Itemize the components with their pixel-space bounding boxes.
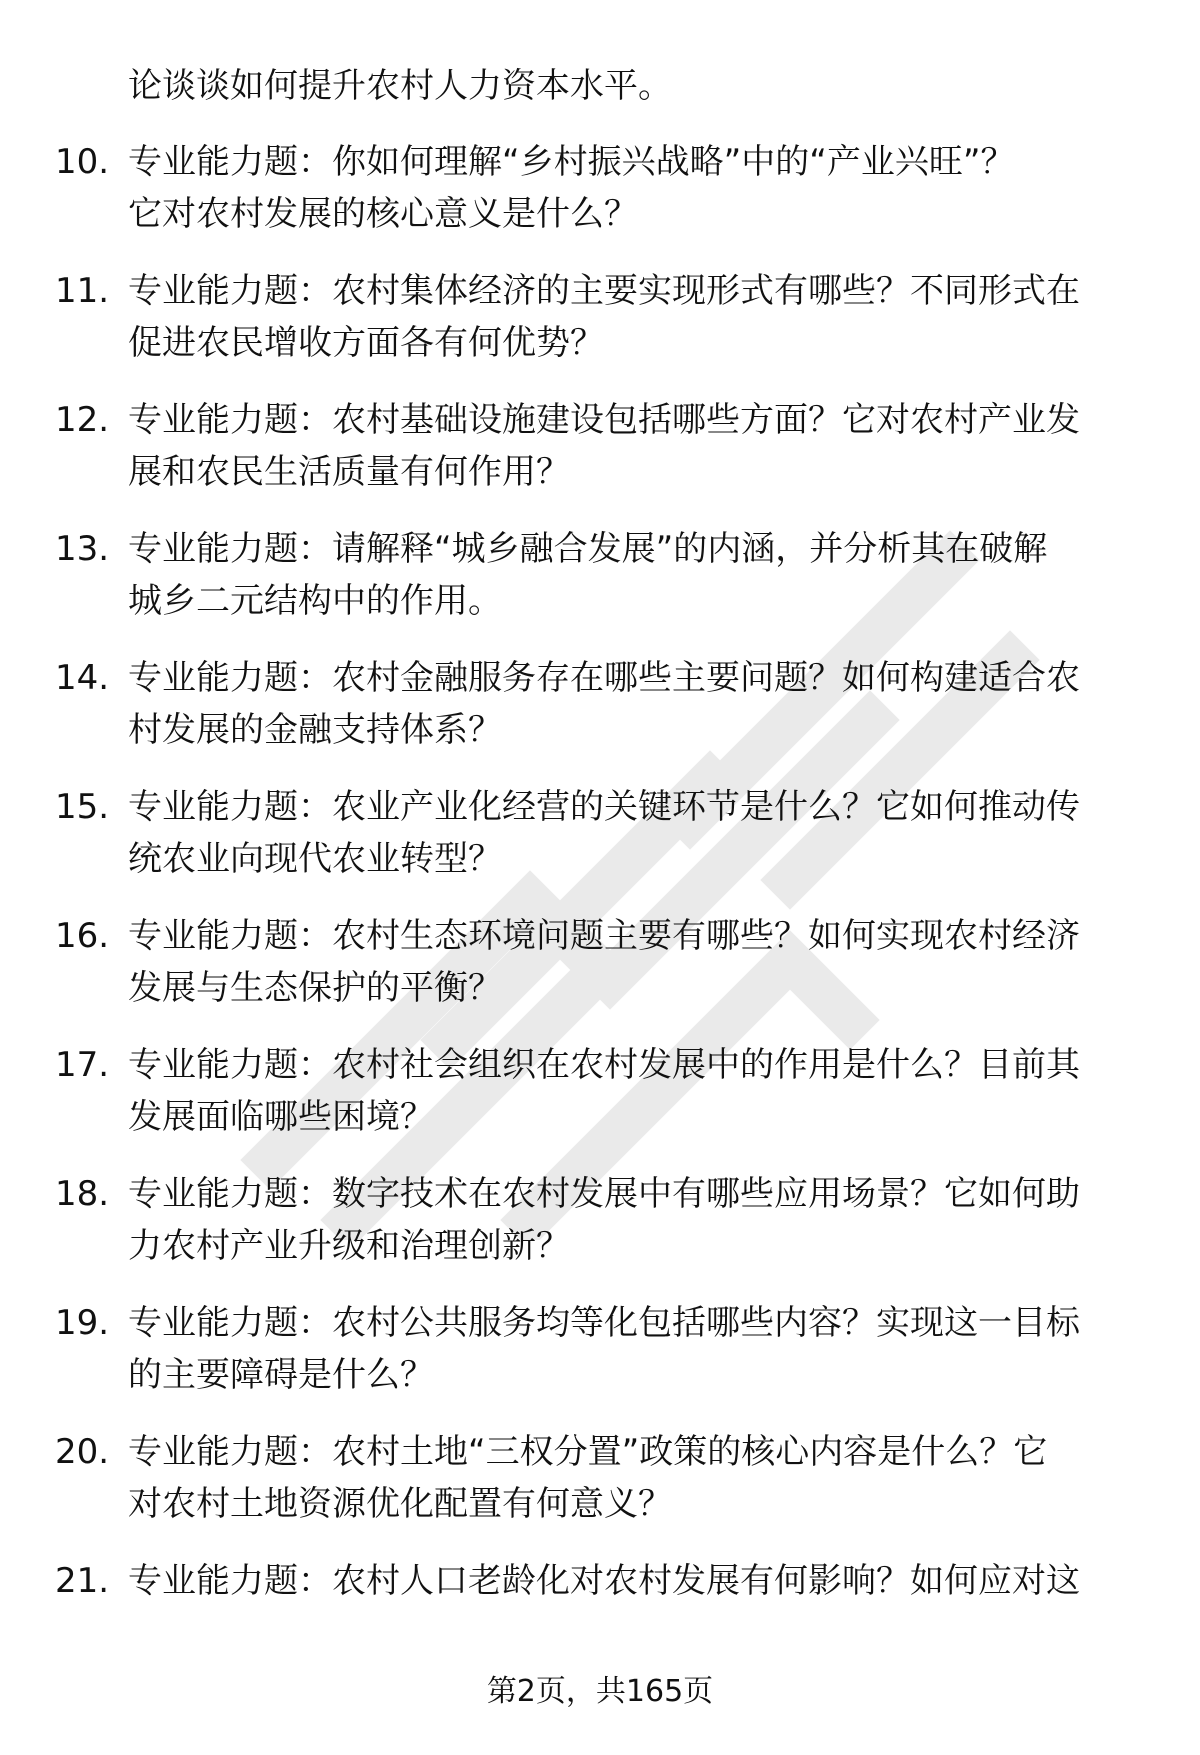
question-line: 村发展的金融支持体系？: [128, 710, 502, 750]
question-line: 统农业向现代农业转型？: [128, 839, 502, 879]
question-line: 专业能力题：农村生态环境问题主要有哪些？如何实现农村经济: [128, 916, 1080, 956]
question-number: 19.: [55, 1303, 110, 1343]
continued-question-line: 论谈谈如何提升农村人力资本水平。: [128, 66, 672, 106]
question-text: [128, 265, 1138, 369]
question-line: 专业能力题：农村集体经济的主要实现形式有哪些？不同形式在: [128, 271, 1080, 311]
question-text: [128, 1555, 1138, 1659]
question-number: 11.: [55, 271, 110, 311]
question-number: 21.: [55, 1561, 110, 1601]
question-number: 20.: [55, 1432, 110, 1472]
question-text: [128, 652, 1138, 756]
question-list: [0, 136, 1200, 1684]
question-item: [0, 1168, 1200, 1297]
question-line: 它对农村发展的核心意义是什么？: [128, 194, 638, 234]
question-line: 专业能力题：农村金融服务存在哪些主要问题？如何构建适合农: [128, 658, 1080, 698]
question-number: 17.: [55, 1045, 110, 1085]
question-line: 专业能力题：数字技术在农村发展中有哪些应用场景？它如何助: [128, 1174, 1080, 1214]
question-item: [0, 910, 1200, 1039]
question-text: [128, 781, 1138, 885]
question-line: 专业能力题：农业产业化经营的关键环节是什么？它如何推动传: [128, 787, 1080, 827]
question-line: 发展面临哪些困境？: [128, 1097, 434, 1137]
question-line: 专业能力题：农村基础设施建设包括哪些方面？它对农村产业发: [128, 400, 1080, 440]
question-line: 对农村土地资源优化配置有何意义？: [128, 1484, 672, 1524]
question-item: [0, 1426, 1200, 1555]
question-line: 专业能力题：你如何理解“乡村振兴战略”中的“产业兴旺”？: [128, 142, 1015, 182]
question-number: 12.: [55, 400, 110, 440]
question-line: 城乡二元结构中的作用。: [128, 581, 502, 621]
question-item: [0, 781, 1200, 910]
question-line: [128, 1607, 1138, 1659]
question-item: [0, 394, 1200, 523]
question-line: 专业能力题：农村人口老龄化对农村发展有何影响？如何应对这: [128, 1561, 1080, 1601]
question-item: [0, 523, 1200, 652]
question-text: [128, 523, 1138, 627]
question-line: 的主要障碍是什么？: [128, 1355, 434, 1395]
question-text: [128, 394, 1138, 498]
question-line: 力农村产业升级和治理创新？: [128, 1226, 570, 1266]
question-line: 专业能力题：农村社会组织在农村发展中的作用是什么？目前其: [128, 1045, 1080, 1085]
question-line: 展和农民生活质量有何作用？: [128, 452, 570, 492]
question-line: 促进农民增收方面各有何优势？: [128, 323, 604, 363]
question-text: [128, 1426, 1138, 1530]
question-text: [128, 910, 1138, 1014]
question-item: [0, 1297, 1200, 1426]
question-item: [0, 265, 1200, 394]
question-number: 10.: [55, 142, 110, 182]
question-item: [0, 652, 1200, 781]
question-item: [0, 136, 1200, 265]
question-text: [128, 136, 1138, 240]
question-number: 16.: [55, 916, 110, 956]
question-text: [128, 1039, 1138, 1143]
question-number: 13.: [55, 529, 110, 569]
question-text: [128, 1297, 1138, 1401]
question-line: 专业能力题：农村土地“三权分置”政策的核心内容是什么？它: [128, 1432, 1048, 1472]
question-item: [0, 1555, 1200, 1684]
question-item: [0, 1039, 1200, 1168]
question-number: 15.: [55, 787, 110, 827]
question-number: 18.: [55, 1174, 110, 1214]
question-line: 专业能力题：请解释“城乡融合发展”的内涵，并分析其在破解: [128, 529, 1048, 569]
question-text: [128, 1168, 1138, 1272]
question-line: 专业能力题：农村公共服务均等化包括哪些内容？实现这一目标: [128, 1303, 1080, 1343]
question-line: 发展与生态保护的平衡？: [128, 968, 502, 1008]
question-number: 14.: [55, 658, 110, 698]
page-number-footer: 第2页，共165页: [486, 1674, 714, 1709]
